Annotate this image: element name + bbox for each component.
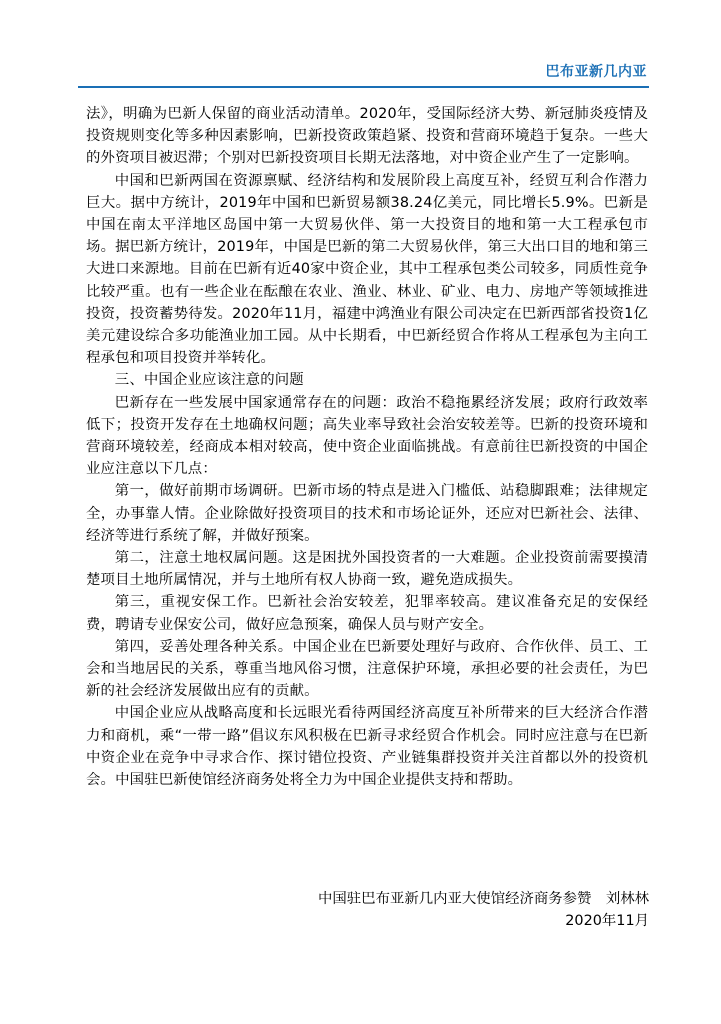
paragraph-issues: 巴新存在一些发展中国家通常存在的问题：政治不稳拖累经济发展；政府行政效率低下；投资开发存在土地确权问题；高失业率导致社会治安较差等。巴新的投资环境和营商环境较差，经商成本相对较高，使中资企业面临挑战。有意前往巴新投资的中国企业应注意以下几点：	[86, 394, 648, 478]
paragraph-point-4: 第四，妥善处理各种关系。中国企业在巴新要处理好与政府、合作伙伴、员工、工会和当地居民的关系，尊重当地风俗习惯，注意保护环境，承担必要的社会责任，为巴新的社会经济发展做出应有的贡献。	[86, 638, 648, 700]
paragraph-continuation: 法》，明确为巴新人保留的商业活动清单。2020年，受国际经济大势、新冠肺炎疫情及投资规则变化等多种因素影响，巴新投资政策趋紧、投资和营商环境趋于复杂。一些大的外资项目被迟滞；个别对巴新投资项目长期无法落地，对中资企业产生了一定影响。	[86, 106, 648, 167]
signature-block	[318, 888, 649, 932]
paragraph-point-2: 第二，注意土地权属问题。这是困扰外国投资者的一大难题。企业投资前需要摸清楚项目土地所属情况，并与土地所有权人协商一致，避免造成损失。	[86, 550, 648, 589]
signature-author: 中国驻巴布亚新几内亚大使馆经济商务参赞 刘林林	[318, 891, 649, 907]
paragraph-conclusion: 中国企业应从战略高度和长远眼光看待两国经济高度互补所带来的巨大经济合作潜力和商机，乘“一带一路”倡议东风积极在巴新寻求经贸合作机会。同时应注意与在巴新中资企业在竞争中寻求合作、探讨错位投资、产业链集群投资并关注首都以外的投资机会。中国驻巴新使馆经济商务处将全力为中国企业提供支持和帮助。	[86, 705, 648, 789]
header-title: 巴布亚新几内亚	[545, 64, 647, 80]
signature-date: 2020年11月	[565, 913, 649, 930]
paragraph-point-1: 第一，做好前期市场调研。巴新市场的特点是进入门槛低、站稳脚跟难；法律规定全，办事靠人情。企业除做好投资项目的技术和市场论证外，还应对巴新社会、法律、经济等进行系统了解，并做好预案。	[86, 483, 648, 544]
article-body	[86, 103, 648, 791]
header-divider	[78, 86, 649, 88]
paragraph-point-3: 第三，重视安保工作。巴新社会治安较差，犯罪率较高。建议准备充足的安保经费，聘请专业保安公司，做好应急预案，确保人员与财产安全。	[86, 594, 648, 633]
page-header	[78, 62, 649, 88]
section-heading: 三、中国企业应该注意的问题	[114, 372, 304, 389]
paragraph-trade-relations: 中国和巴新两国在资源禀赋、经济结构和发展阶段上高度互补，经贸互利合作潜力巨大。据中方统计，2019年中国和巴新贸易额38.24亿美元，同比增长5.9%。巴新是中国在南太平洋地区岛国中第一大贸易伙伴、第一大投资目的地和第一大工程承包市场。据巴新方统计，2019年，中国是巴新的第二大贸易伙伴，第三大出口目的地和第三大进口来源地。目前在巴新有近40家中资企业，其中工程承包类公司较多，同质性竞争比较严重。也有一些企业在酝酿在农业、渔业、林业、矿业、电力、房地产等领域推进投资，投资蓄势待发。2020年11月，福建中鸿渔业有限公司决定在巴新西部省投资1亿美元建设综合多功能渔业加工园。从中长期看，中巴新经贸合作将从工程承包为主向工程承包和项目投资并举转化。	[86, 172, 648, 367]
